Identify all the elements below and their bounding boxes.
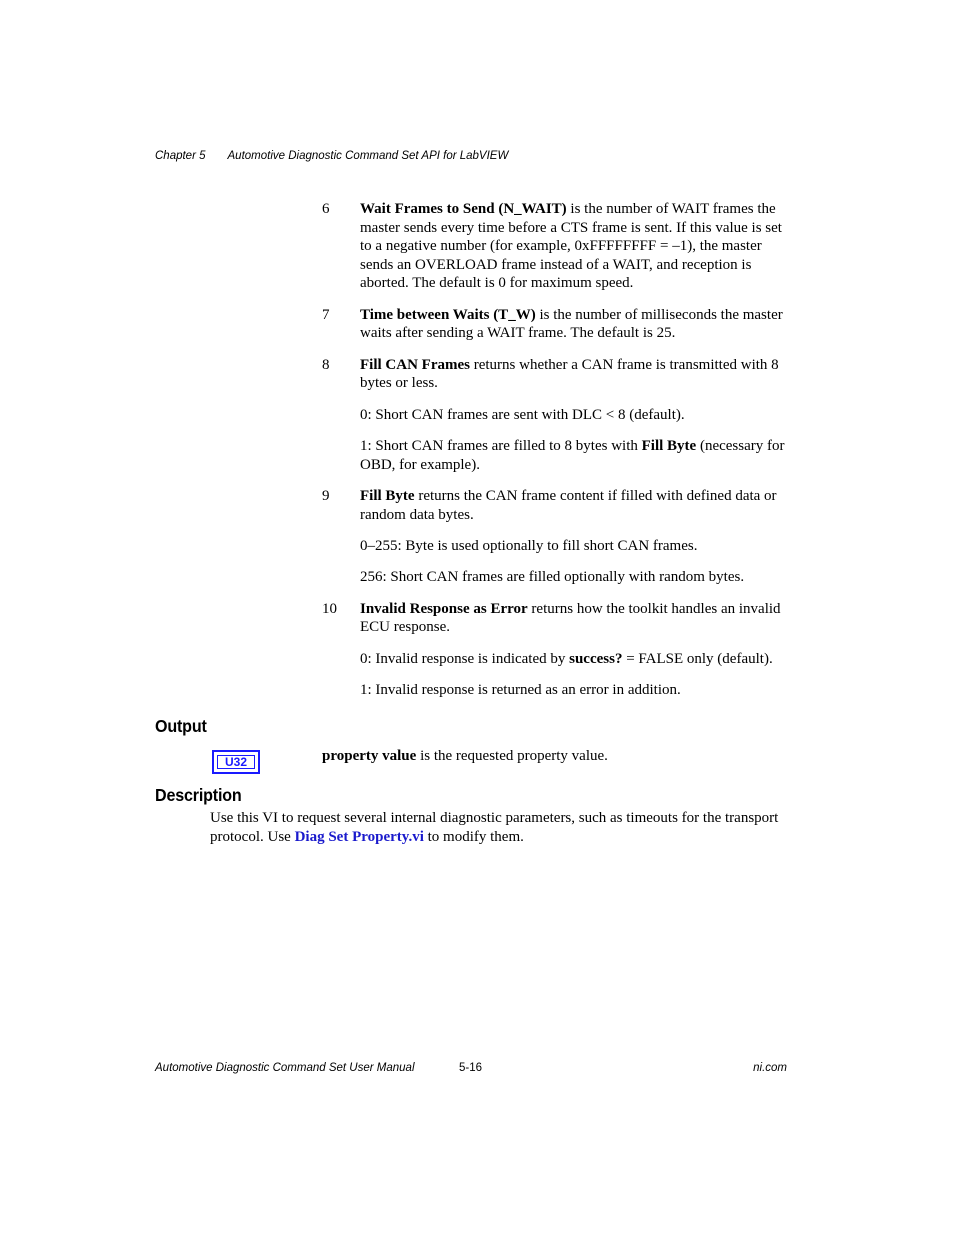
item-option: 0: Short CAN frames are sent with DLC < 8 (default). bbox=[360, 406, 685, 423]
item-text: Wait Frames to Send (N_WAIT) is the number of WAIT frames the master sends every time before a CTS frame is sent. If this value is set to a negative number (for example, 0xFFFFFFFF = –1), the master sends an OVERLOAD frame instead of a WAIT, and reception is aborted. The default is 0 for maximum speed. bbox=[360, 201, 782, 292]
u32-icon-label: U32 bbox=[217, 755, 255, 769]
u32-terminal-icon bbox=[212, 750, 260, 774]
item-name: Invalid Response as Error bbox=[360, 600, 528, 617]
item-text: Fill Byte returns the CAN frame content if filled with defined data or random data bytes. bbox=[360, 488, 777, 523]
item-number: 6 bbox=[322, 201, 330, 217]
parameter-list bbox=[322, 200, 792, 713]
chapter-label: Chapter 5 bbox=[155, 150, 206, 162]
item-option: 0: Invalid response is indicated by success? = FALSE only (default). bbox=[360, 650, 773, 667]
item-text: Time between Waits (T_W) is the number of milliseconds the master waits after sending a WAIT frame. The default is 25. bbox=[360, 306, 783, 342]
chapter-title: Automotive Diagnostic Command Set API for LabVIEW bbox=[227, 150, 509, 162]
manual-title: Automotive Diagnostic Command Set User Manual bbox=[155, 1062, 415, 1074]
item-option: 1: Invalid response is returned as an error in addition. bbox=[360, 682, 681, 699]
item-text: Invalid Response as Error returns how the toolkit handles an invalid ECU response. bbox=[360, 600, 781, 636]
item-name: Fill CAN Frames bbox=[360, 356, 470, 373]
param-name: property value bbox=[322, 748, 417, 764]
item-number: 8 bbox=[322, 356, 330, 373]
list-item bbox=[322, 356, 792, 475]
item-number: 7 bbox=[322, 306, 330, 323]
list-item bbox=[322, 200, 792, 293]
description-heading: Description bbox=[155, 785, 242, 805]
item-number: 9 bbox=[322, 488, 330, 505]
diag-set-property-link[interactable]: Diag Set Property.vi bbox=[294, 829, 424, 845]
list-item bbox=[322, 487, 792, 587]
page-number: 5-16 bbox=[459, 1062, 483, 1074]
item-option: 0–255: Byte is used optionally to fill short CAN frames. bbox=[360, 538, 698, 555]
running-header bbox=[155, 150, 508, 162]
item-name: Wait Frames to Send (N_WAIT) bbox=[360, 201, 567, 217]
list-item bbox=[322, 306, 792, 343]
description-text: Use this VI to request several internal diagnostic parameters, such as timeouts for the transport protocol. Use Diag Set Property.vi to modify them. bbox=[210, 810, 779, 845]
website: ni.com bbox=[753, 1062, 787, 1074]
item-text: Fill CAN Frames returns whether a CAN frame is transmitted with 8 bytes or less. bbox=[360, 356, 779, 392]
output-parameter: property value is the requested property value. bbox=[322, 748, 608, 764]
list-item bbox=[322, 600, 792, 700]
item-name: Time between Waits (T_W) bbox=[360, 306, 536, 323]
item-number: 10 bbox=[322, 600, 337, 617]
item-name: Fill Byte bbox=[360, 488, 415, 505]
item-option: 256: Short CAN frames are filled optionally with random bytes. bbox=[360, 569, 745, 586]
item-option: 1: Short CAN frames are filled to 8 bytes with Fill Byte (necessary for OBD, for example). bbox=[360, 438, 785, 473]
output-heading: Output bbox=[155, 716, 207, 736]
